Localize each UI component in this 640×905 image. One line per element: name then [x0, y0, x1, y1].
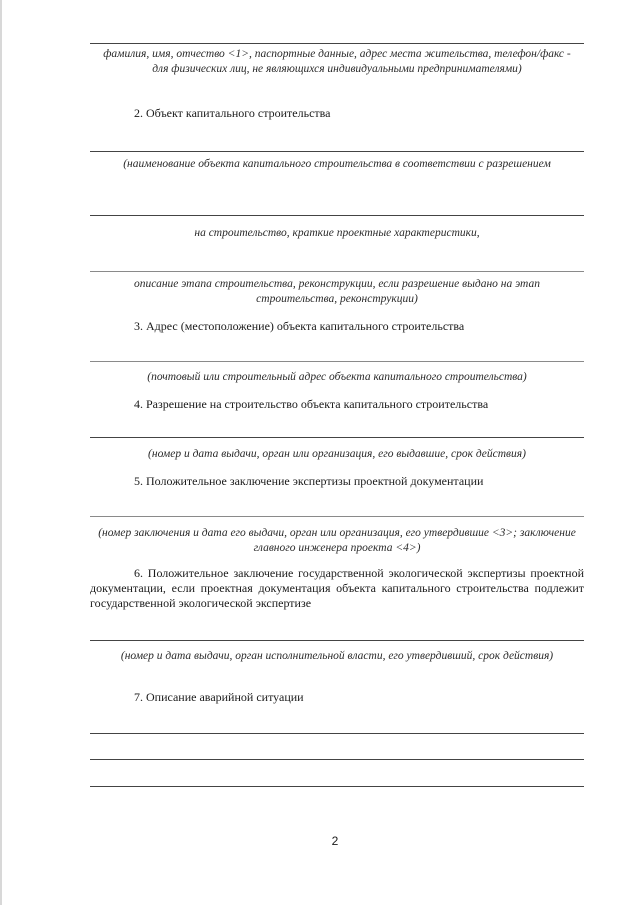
item-7-emergency: 7. Описание аварийной ситуации — [134, 690, 304, 704]
caption-ecological: (номер и дата выдачи, орган исполнительной власти, его утвердивший, срок действия) — [120, 650, 554, 662]
fill-line-1 — [90, 43, 584, 44]
caption-applicant: фамилия, имя, отчество <1>, паспортные данные, адрес места жительства, телефон/факс - для физических лиц, не являющихся индивидуальными предпринимателями) — [103, 48, 571, 75]
item-6-ecological-expertise: 6. Положительное заключение государственной экологической экспертизы проектной документации, если проектная документация объекта капитального строительства подлежит государственной экологической экспертизе — [90, 566, 584, 610]
item-3-address: 3. Адрес (местоположение) объекта капитального строительства — [134, 319, 465, 333]
fill-line-7 — [90, 516, 584, 517]
fill-line-3 — [90, 215, 584, 216]
fill-line-5 — [90, 361, 584, 362]
fill-line-8 — [90, 640, 584, 641]
fill-line-10 — [90, 759, 584, 760]
fill-line-6 — [90, 437, 584, 438]
page-number: 2 — [331, 834, 339, 848]
item-2-object: 2. Объект капитального строительства — [134, 106, 331, 120]
caption-address: (почтовый или строительный адрес объекта капитального строительства) — [147, 371, 527, 383]
fill-line-2 — [90, 151, 584, 152]
caption-expertise: (номер заключения и дата его выдачи, орган или организация, его утвердившие <3>; заключение главного инженера проекта <4>) — [98, 527, 576, 554]
fill-line-11 — [90, 786, 584, 787]
caption-characteristics: на строительство, краткие проектные характеристики, — [194, 227, 480, 239]
item-5-expertise: 5. Положительное заключение экспертизы проектной документации — [134, 474, 484, 488]
fill-line-4 — [90, 271, 584, 272]
caption-object-name: (наименование объекта капитального строительства в соответствии с разрешением — [123, 158, 551, 170]
caption-stage: описание этапа строительства, реконструкции, если разрешение выдано на этап строительства, реконструкции) — [134, 278, 540, 305]
fill-line-9 — [90, 733, 584, 734]
caption-permit: (номер и дата выдачи, орган или организация, его выдавшие, срок действия) — [148, 448, 526, 460]
scan-edge — [0, 0, 2, 905]
item-4-permit: 4. Разрешение на строительство объекта капитального строительства — [134, 397, 489, 411]
